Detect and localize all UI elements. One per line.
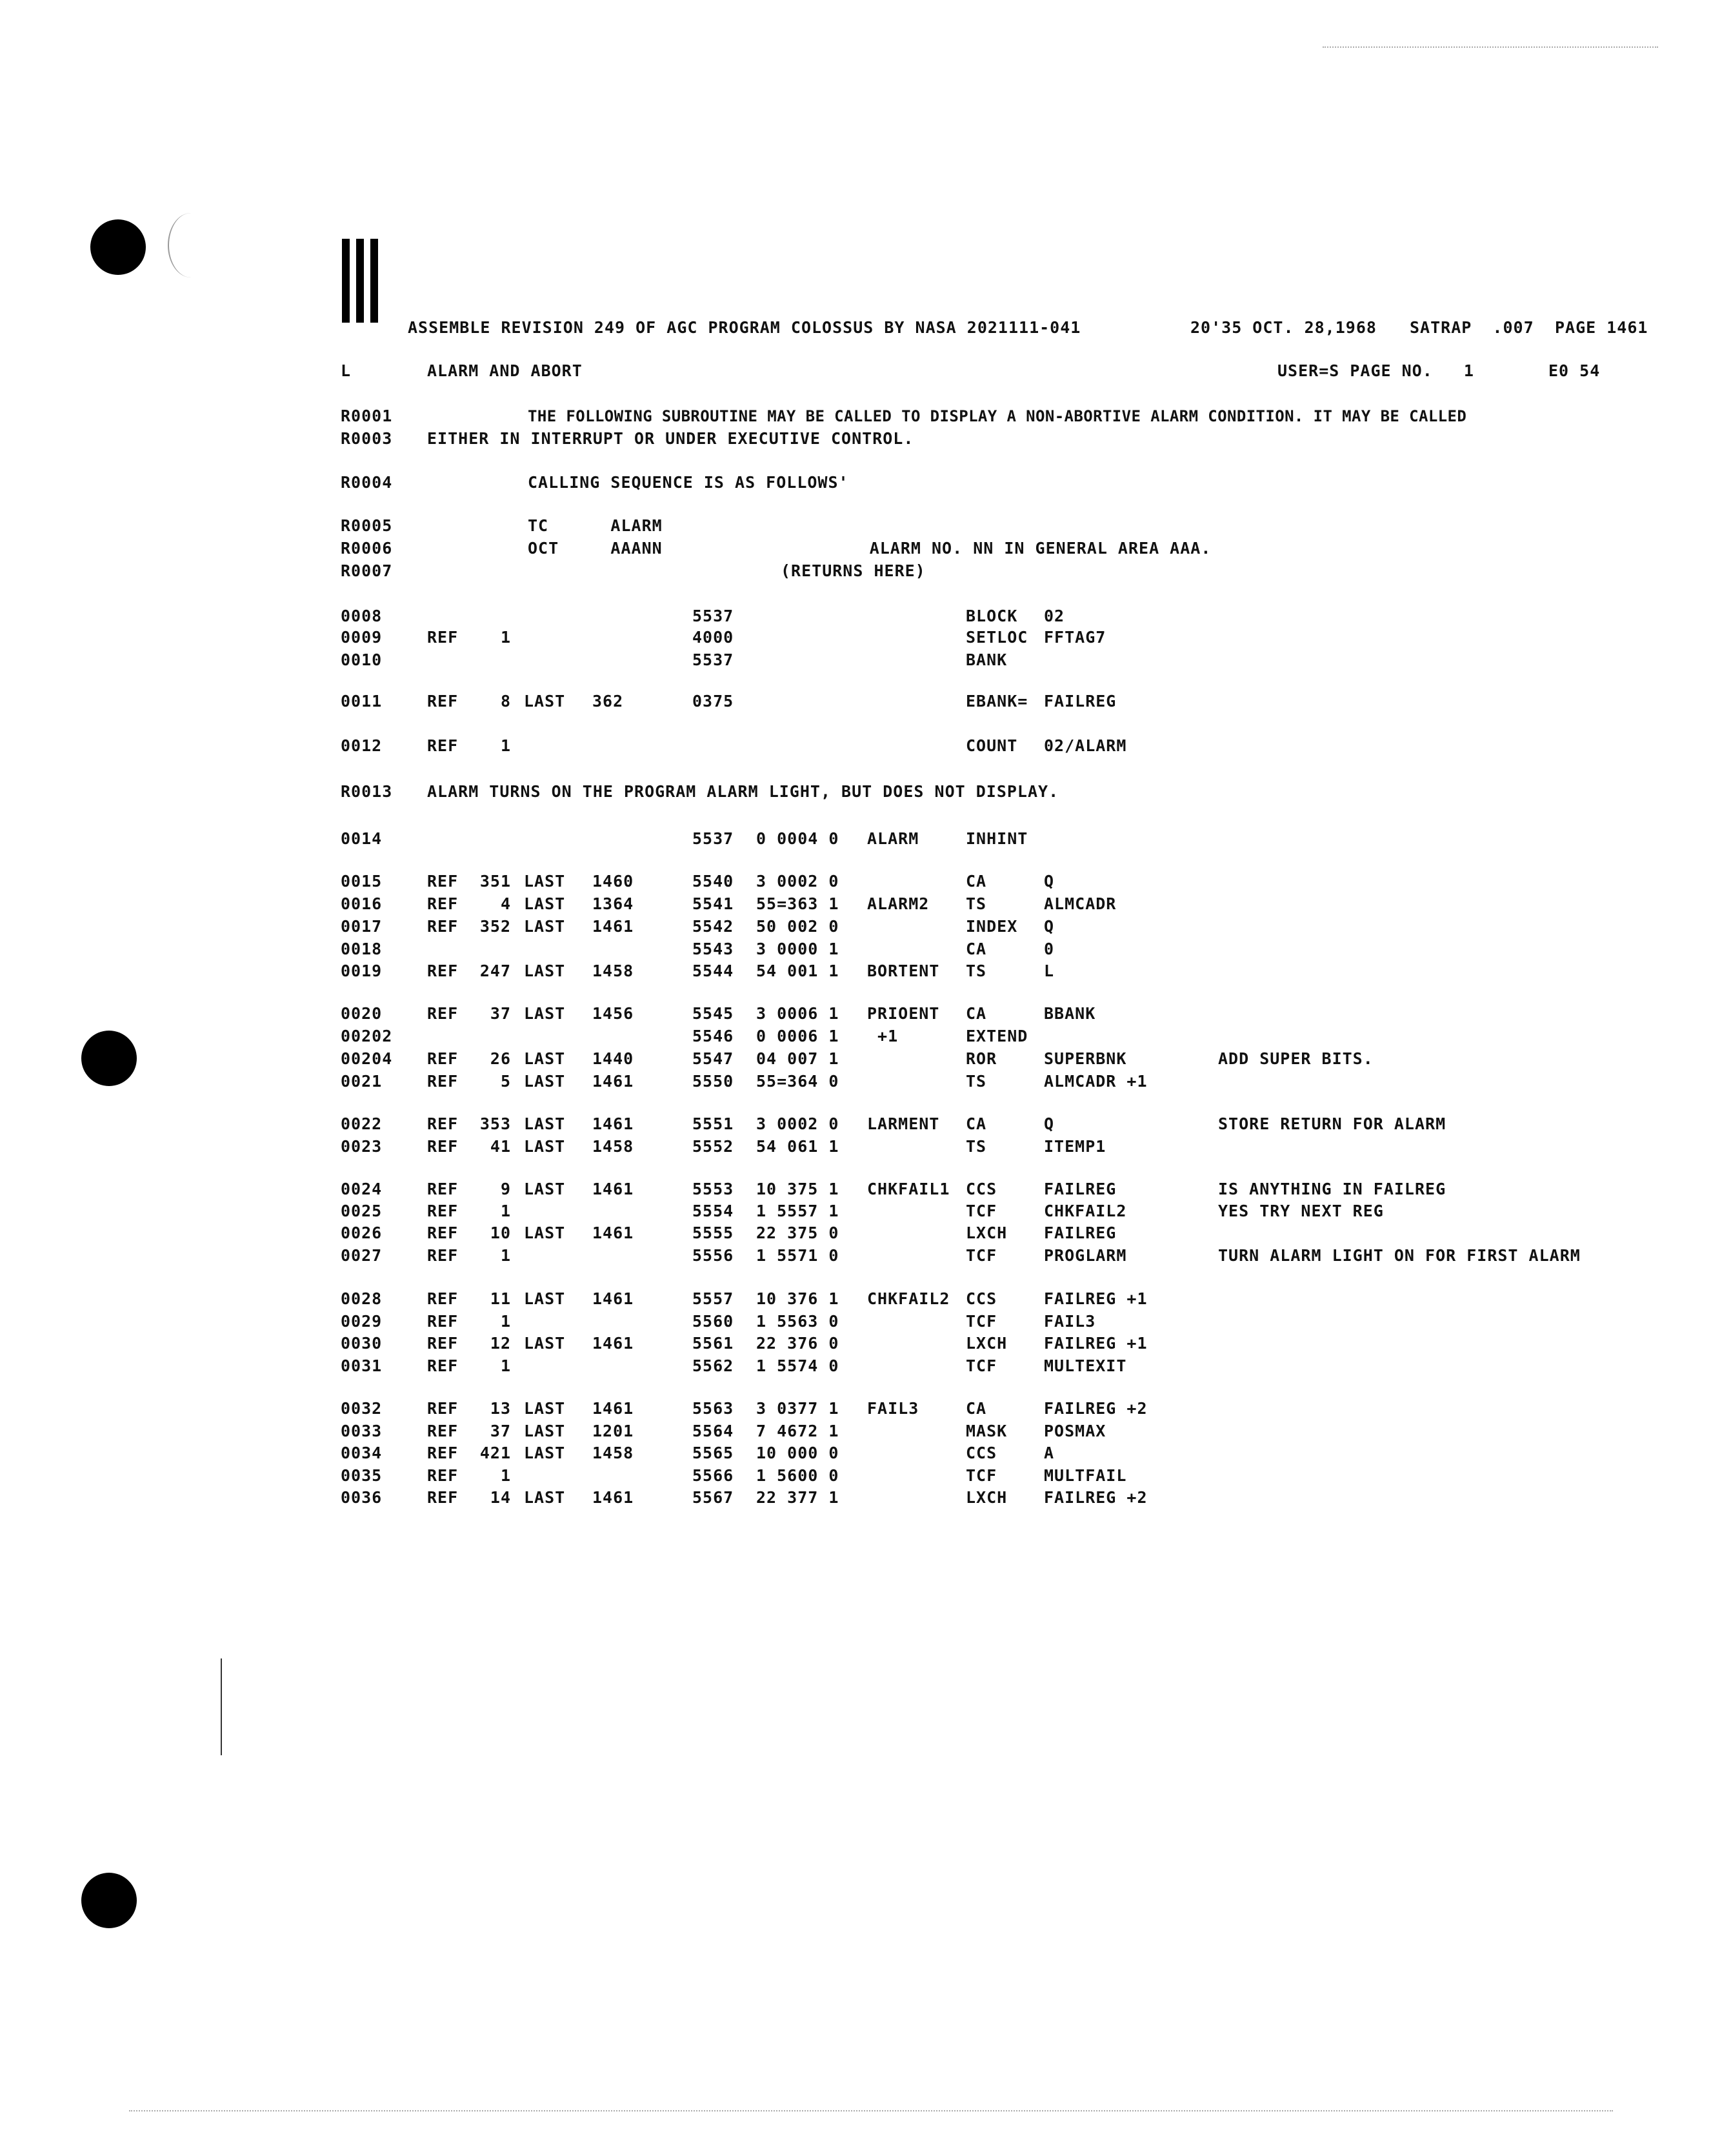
listing-ref: REF — [427, 872, 459, 891]
listing-num: 0024 — [341, 1180, 383, 1198]
listing-num: 00202 — [341, 1027, 393, 1045]
listing-lnum: 1461 — [592, 917, 634, 936]
listing-addr: 5562 — [692, 1356, 734, 1375]
listing-operand: MULTFAIL — [1044, 1466, 1127, 1485]
listing-addr: 5546 — [692, 1027, 734, 1045]
listing-addr: 5564 — [692, 1422, 734, 1440]
remark-number: R0003 — [341, 429, 393, 448]
listing-addr: 4000 — [692, 628, 734, 647]
scan-edge-top — [1323, 46, 1658, 48]
listing-num: 0017 — [341, 917, 383, 936]
listing-op: TS — [966, 962, 987, 980]
listing-cnt: 12 — [490, 1334, 511, 1353]
listing-operand: Q — [1044, 917, 1055, 936]
listing-lnum: 1461 — [592, 1399, 634, 1418]
listing-last: LAST — [524, 1289, 566, 1308]
listing-op: EBANK= — [966, 692, 1028, 710]
users-page-number: USER=S PAGE NO. 1 — [1277, 361, 1474, 380]
listing-comment: YES TRY NEXT REG — [1218, 1202, 1384, 1220]
listing-code: 54 001 1 — [756, 962, 839, 980]
listing-label: ALARM2 — [867, 894, 930, 913]
listing-lnum: 1460 — [592, 872, 634, 891]
listing-last: LAST — [524, 1444, 566, 1462]
listing-lnum: 1201 — [592, 1422, 634, 1440]
listing-operand: PROGLARM — [1044, 1246, 1127, 1265]
listing-addr: 5556 — [692, 1246, 734, 1265]
punch-hole-middle — [81, 1031, 137, 1086]
listing-addr: 5543 — [692, 940, 734, 958]
remark-text: OCT AAANN ALARM NO. NN IN GENERAL AREA AAA. — [528, 539, 1212, 558]
listing-num: 0012 — [341, 736, 383, 755]
listing-ref: REF — [427, 1224, 459, 1242]
listing-op: LXCH — [966, 1334, 1008, 1353]
listing-op: BANK — [966, 650, 1008, 669]
listing-last: LAST — [524, 1422, 566, 1440]
listing-num: 0009 — [341, 628, 383, 647]
listing-ref: REF — [427, 917, 459, 936]
listing-num: 0019 — [341, 962, 383, 980]
listing-code: 50 002 0 — [756, 917, 839, 936]
listing-lnum: 362 — [592, 692, 624, 710]
listing-addr: 5541 — [692, 894, 734, 913]
listing-operand: FAILREG +2 — [1044, 1488, 1148, 1507]
listing-op: TCF — [966, 1312, 997, 1331]
scan-edge-bottom — [129, 2110, 1613, 2111]
listing-ref: REF — [427, 962, 459, 980]
listing-addr: 5555 — [692, 1224, 734, 1242]
listing-num: 0020 — [341, 1004, 383, 1023]
listing-addr: 0375 — [692, 692, 734, 710]
listing-num: 0022 — [341, 1114, 383, 1133]
listing-cnt: 5 — [500, 1072, 511, 1091]
listing-num: 0015 — [341, 872, 383, 891]
listing-lnum: 1461 — [592, 1224, 634, 1242]
listing-num: 0010 — [341, 650, 383, 669]
listing-op: TCF — [966, 1466, 997, 1485]
listing-ref: REF — [427, 1399, 459, 1418]
listing-cnt: 14 — [490, 1488, 511, 1507]
listing-num: 0021 — [341, 1072, 383, 1091]
listing-cnt: 10 — [490, 1224, 511, 1242]
listing-lnum: 1461 — [592, 1334, 634, 1353]
listing-addr: 5544 — [692, 962, 734, 980]
listing-operand: CHKFAIL2 — [1044, 1202, 1127, 1220]
listing-operand: FAILREG — [1044, 1224, 1117, 1242]
listing-ref: REF — [427, 628, 459, 647]
listing-last: LAST — [524, 1004, 566, 1023]
listing-code: 04 007 1 — [756, 1049, 839, 1068]
listing-ref: REF — [427, 1289, 459, 1308]
listing-last: LAST — [524, 894, 566, 913]
listing-num: 0008 — [341, 607, 383, 625]
listing-addr: 5540 — [692, 872, 734, 891]
listing-ref: REF — [427, 1444, 459, 1462]
listing-operand: 02/ALARM — [1044, 736, 1127, 755]
listing-addr: 5567 — [692, 1488, 734, 1507]
listing-ref: REF — [427, 1466, 459, 1485]
listing-code: 3 0002 0 — [756, 1114, 839, 1133]
listing-code: 0 0004 0 — [756, 829, 839, 848]
listing-cnt: 1 — [500, 628, 511, 647]
listing-ref: REF — [427, 692, 459, 710]
listing-lnum: 1461 — [592, 1114, 634, 1133]
listing-last: LAST — [524, 1399, 566, 1418]
listing-last: LAST — [524, 1137, 566, 1156]
listing-operand: SUPERBNK — [1044, 1049, 1127, 1068]
remark-number: R0006 — [341, 539, 393, 558]
listing-lnum: 1458 — [592, 1444, 634, 1462]
listing-operand: Q — [1044, 1114, 1055, 1133]
listing-cnt: 11 — [490, 1289, 511, 1308]
listing-addr: 5550 — [692, 1072, 734, 1091]
listing-op: COUNT — [966, 736, 1018, 755]
listing-num: 0025 — [341, 1202, 383, 1220]
listing-last: LAST — [524, 962, 566, 980]
header-satrap: SATRAP .007 — [1410, 318, 1534, 337]
section-title: ALARM AND ABORT — [427, 361, 583, 380]
listing-ref: REF — [427, 1334, 459, 1353]
listing-label: BORTENT — [867, 962, 940, 980]
listing-last: LAST — [524, 1114, 566, 1133]
listing-code: 3 0002 0 — [756, 872, 839, 891]
listing-ref: REF — [427, 1356, 459, 1375]
listing-addr: 5542 — [692, 917, 734, 936]
listing-code: 1 5600 0 — [756, 1466, 839, 1485]
listing-addr: 5551 — [692, 1114, 734, 1133]
listing-code: 55=364 0 — [756, 1072, 839, 1091]
listing-num: 0035 — [341, 1466, 383, 1485]
listing-num: 0018 — [341, 940, 383, 958]
listing-code: 55=363 1 — [756, 894, 839, 913]
listing-label: +1 — [867, 1027, 899, 1045]
listing-ref: REF — [427, 1488, 459, 1507]
listing-cnt: 8 — [500, 692, 511, 710]
listing-ref: REF — [427, 1072, 459, 1091]
punch-hole-arc — [168, 213, 214, 277]
listing-lnum: 1458 — [592, 1137, 634, 1156]
listing-ref: REF — [427, 1137, 459, 1156]
listing-label: CHKFAIL1 — [867, 1180, 950, 1198]
listing-cnt: 9 — [500, 1180, 511, 1198]
listing-cnt: 421 — [479, 1444, 511, 1462]
listing-cnt: 352 — [479, 917, 511, 936]
listing-addr: 5560 — [692, 1312, 734, 1331]
listing-code: 3 0377 1 — [756, 1399, 839, 1418]
punch-hole-bottom — [81, 1873, 137, 1928]
listing-code: 10 375 1 — [756, 1180, 839, 1198]
listing-lnum: 1461 — [592, 1289, 634, 1308]
listing-label: FAIL3 — [867, 1399, 919, 1418]
listing-lnum: 1461 — [592, 1072, 634, 1091]
listing-operand: ITEMP1 — [1044, 1137, 1106, 1156]
listing-op: LXCH — [966, 1224, 1008, 1242]
listing-op: TCF — [966, 1246, 997, 1265]
listing-code: 1 5571 0 — [756, 1246, 839, 1265]
listing-op: CA — [966, 872, 987, 891]
listing-op: ROR — [966, 1049, 997, 1068]
listing-op: CCS — [966, 1180, 997, 1198]
listing-comment: IS ANYTHING IN FAILREG — [1218, 1180, 1446, 1198]
listing-addr: 5566 — [692, 1466, 734, 1485]
listing-code: 7 4672 1 — [756, 1422, 839, 1440]
listing-last: LAST — [524, 917, 566, 936]
listing-code: 22 376 0 — [756, 1334, 839, 1353]
remark-text: CALLING SEQUENCE IS AS FOLLOWS' — [528, 473, 849, 492]
listing-ref: REF — [427, 1202, 459, 1220]
listing-operand: A — [1044, 1444, 1055, 1462]
listing-num: 0026 — [341, 1224, 383, 1242]
listing-addr: 5537 — [692, 607, 734, 625]
listing-operand: Q — [1044, 872, 1055, 891]
listing-last: LAST — [524, 1049, 566, 1068]
listing-num: 0028 — [341, 1289, 383, 1308]
listing-cnt: 37 — [490, 1422, 511, 1440]
listing-code: 10 000 0 — [756, 1444, 839, 1462]
header-title: ASSEMBLE REVISION 249 OF AGC PROGRAM COLOSSUS BY NASA 2021111-041 — [408, 318, 1081, 337]
listing-lnum: 1364 — [592, 894, 634, 913]
listing-cnt: 13 — [490, 1399, 511, 1418]
listing-cnt: 353 — [479, 1114, 511, 1133]
listing-op: BLOCK — [966, 607, 1018, 625]
remark-text: TC ALARM — [528, 516, 663, 535]
header-page-number: PAGE 1461 — [1555, 318, 1648, 337]
listing-code: 1 5557 1 — [756, 1202, 839, 1220]
listing-op: TCF — [966, 1356, 997, 1375]
listing-cnt: 1 — [500, 1202, 511, 1220]
listing-cnt: 37 — [490, 1004, 511, 1023]
listing-num: 0036 — [341, 1488, 383, 1507]
listing-last: LAST — [524, 1334, 566, 1353]
listing-code: 22 375 0 — [756, 1224, 839, 1242]
remark-number: R0005 — [341, 516, 393, 535]
listing-op: CCS — [966, 1444, 997, 1462]
listing-num: 0011 — [341, 692, 383, 710]
listing-operand: ALMCADR +1 — [1044, 1072, 1148, 1091]
listing-ref: REF — [427, 1049, 459, 1068]
listing-last: LAST — [524, 1072, 566, 1091]
listing-operand: 02 — [1044, 607, 1065, 625]
listing-op: CA — [966, 1004, 987, 1023]
remark-number: R0001 — [341, 407, 393, 425]
remark-text: EITHER IN INTERRUPT OR UNDER EXECUTIVE CONTROL. — [427, 429, 914, 448]
listing-operand: 0 — [1044, 940, 1055, 958]
listing-ref: REF — [427, 1004, 459, 1023]
corner-mark — [342, 239, 387, 323]
header-timestamp: 20'35 OCT. 28,1968 — [1190, 318, 1377, 337]
listing-operand: FAIL3 — [1044, 1312, 1096, 1331]
listing-code: 1 5574 0 — [756, 1356, 839, 1375]
listing-comment: ADD SUPER BITS. — [1218, 1049, 1374, 1068]
listing-op: LXCH — [966, 1488, 1008, 1507]
listing-num: 0033 — [341, 1422, 383, 1440]
listing-ref: REF — [427, 1246, 459, 1265]
listing-addr: 5565 — [692, 1444, 734, 1462]
listing-op: INHINT — [966, 829, 1028, 848]
remark-number: R0004 — [341, 473, 393, 492]
listing-cnt: 41 — [490, 1137, 511, 1156]
listing-operand: POSMAX — [1044, 1422, 1106, 1440]
listing-addr: 5557 — [692, 1289, 734, 1308]
listing-lnum: 1456 — [592, 1004, 634, 1023]
listing-cnt: 26 — [490, 1049, 511, 1068]
listing-addr: 5563 — [692, 1399, 734, 1418]
listing-num: 0030 — [341, 1334, 383, 1353]
listing-addr: 5561 — [692, 1334, 734, 1353]
header-l-mark: L — [341, 361, 352, 380]
listing-last: LAST — [524, 872, 566, 891]
listing-last: LAST — [524, 1488, 566, 1507]
listing-operand: FAILREG +2 — [1044, 1399, 1148, 1418]
listing-operand: FAILREG — [1044, 1180, 1117, 1198]
remark-text: THE FOLLOWING SUBROUTINE MAY BE CALLED TO DISPLAY A NON-ABORTIVE ALARM CONDITION. IT MAY BE CALLED — [528, 407, 1467, 425]
listing-lnum: 1440 — [592, 1049, 634, 1068]
listing-operand: FAILREG +1 — [1044, 1289, 1148, 1308]
listing-num: 0031 — [341, 1356, 383, 1375]
listing-cnt: 1 — [500, 1356, 511, 1375]
listing-operand: FAILREG — [1044, 692, 1117, 710]
listing-cnt: 1 — [500, 1466, 511, 1485]
listing-last: LAST — [524, 1224, 566, 1242]
listing-operand: FAILREG +1 — [1044, 1334, 1148, 1353]
listing-addr: 5553 — [692, 1180, 734, 1198]
listing-ref: REF — [427, 736, 459, 755]
remark-number: R0013 — [341, 782, 393, 801]
listing-addr: 5554 — [692, 1202, 734, 1220]
remark-text: ALARM TURNS ON THE PROGRAM ALARM LIGHT, BUT DOES NOT DISPLAY. — [427, 782, 1059, 801]
listing-op: SETLOC — [966, 628, 1028, 647]
listing-op: CCS — [966, 1289, 997, 1308]
listing-code: 3 0000 1 — [756, 940, 839, 958]
listing-op: TCF — [966, 1202, 997, 1220]
listing-lnum: 1458 — [592, 962, 634, 980]
listing-op: TS — [966, 894, 987, 913]
listing-op: TS — [966, 1137, 987, 1156]
listing-addr: 5552 — [692, 1137, 734, 1156]
listing-ref: REF — [427, 1422, 459, 1440]
listing-operand: ALMCADR — [1044, 894, 1117, 913]
listing-last: LAST — [524, 1180, 566, 1198]
listing-num: 0029 — [341, 1312, 383, 1331]
remark-number: R0007 — [341, 561, 393, 580]
listing-cnt: 351 — [479, 872, 511, 891]
listing-op: EXTEND — [966, 1027, 1028, 1045]
remark-text: (RETURNS HERE) — [781, 561, 926, 580]
listing-lnum: 1461 — [592, 1180, 634, 1198]
listing-num: 0034 — [341, 1444, 383, 1462]
listing-code: 54 061 1 — [756, 1137, 839, 1156]
listing-op: CA — [966, 940, 987, 958]
listing-code: 1 5563 0 — [756, 1312, 839, 1331]
listing-ref: REF — [427, 894, 459, 913]
listing-op: INDEX — [966, 917, 1018, 936]
listing-ref: REF — [427, 1114, 459, 1133]
listing-num: 0032 — [341, 1399, 383, 1418]
listing-num: 0016 — [341, 894, 383, 913]
listing-op: CA — [966, 1114, 987, 1133]
eo-mark: E0 54 — [1548, 361, 1601, 380]
listing-lnum: 1461 — [592, 1488, 634, 1507]
listing-code: 0 0006 1 — [756, 1027, 839, 1045]
margin-mark — [221, 1658, 222, 1755]
listing-addr: 5545 — [692, 1004, 734, 1023]
listing-op: MASK — [966, 1422, 1008, 1440]
listing-addr: 5537 — [692, 650, 734, 669]
listing-operand: FFTAG7 — [1044, 628, 1106, 647]
listing-code: 22 377 1 — [756, 1488, 839, 1507]
listing-addr: 5537 — [692, 829, 734, 848]
listing-addr: 5547 — [692, 1049, 734, 1068]
listing-code: 3 0006 1 — [756, 1004, 839, 1023]
listing-label: CHKFAIL2 — [867, 1289, 950, 1308]
punch-hole-top — [90, 219, 146, 275]
listing-cnt: 4 — [500, 894, 511, 913]
listing-num: 0014 — [341, 829, 383, 848]
listing-operand: L — [1044, 962, 1055, 980]
listing-last: LAST — [524, 692, 566, 710]
listing-num: 00204 — [341, 1049, 393, 1068]
listing-comment: STORE RETURN FOR ALARM — [1218, 1114, 1446, 1133]
listing-label: PRIOENT — [867, 1004, 940, 1023]
listing-ref: REF — [427, 1312, 459, 1331]
listing-op: TS — [966, 1072, 987, 1091]
listing-code: 10 376 1 — [756, 1289, 839, 1308]
listing-num: 0023 — [341, 1137, 383, 1156]
listing-label: LARMENT — [867, 1114, 940, 1133]
listing-op: CA — [966, 1399, 987, 1418]
listing-operand: BBANK — [1044, 1004, 1096, 1023]
listing-comment: TURN ALARM LIGHT ON FOR FIRST ALARM — [1218, 1246, 1581, 1265]
listing-label: ALARM — [867, 829, 919, 848]
listing-num: 0027 — [341, 1246, 383, 1265]
listing-cnt: 1 — [500, 736, 511, 755]
listing-cnt: 1 — [500, 1312, 511, 1331]
listing-ref: REF — [427, 1180, 459, 1198]
listing-cnt: 247 — [479, 962, 511, 980]
listing-operand: MULTEXIT — [1044, 1356, 1127, 1375]
listing-cnt: 1 — [500, 1246, 511, 1265]
